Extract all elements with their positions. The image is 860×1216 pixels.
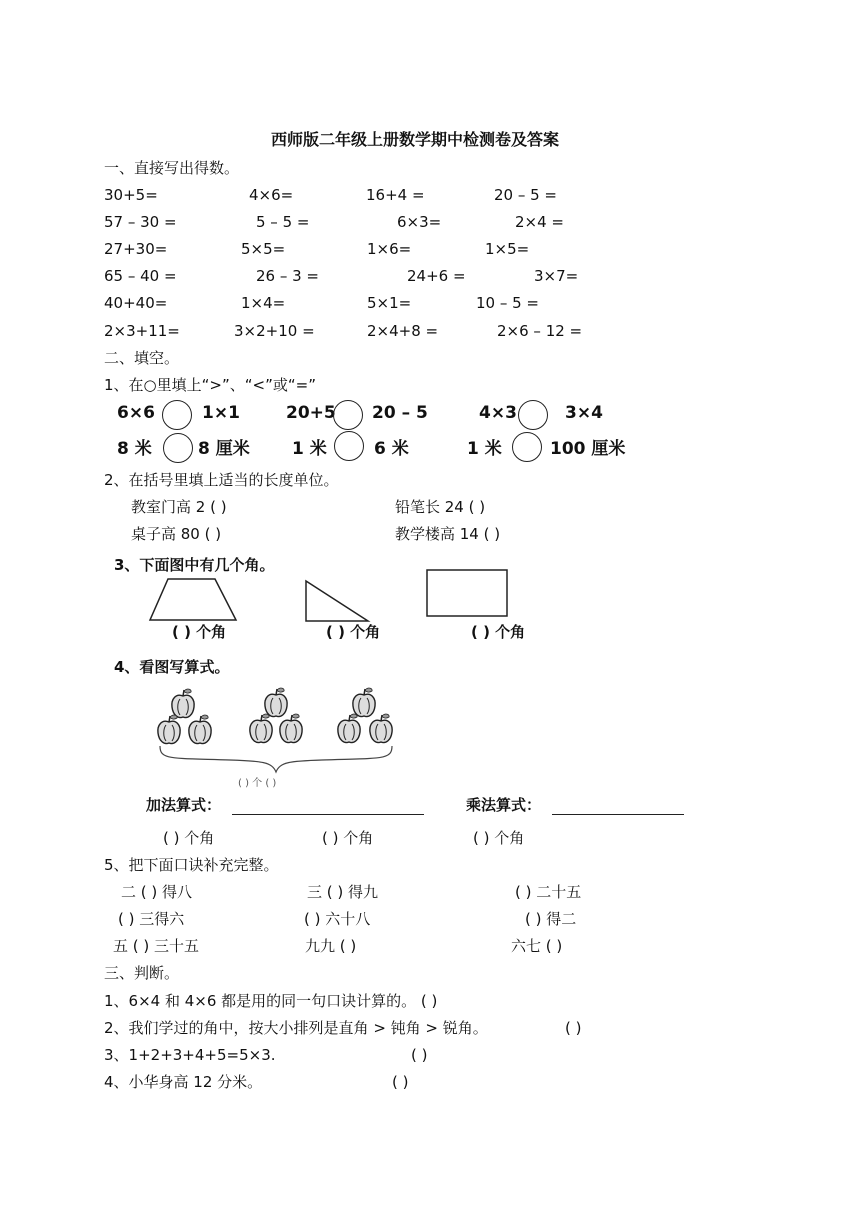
problem: 1×6=: [367, 240, 412, 258]
judgment-item: 4、小华身高 12 分米。: [104, 1073, 263, 1091]
question-1-label: 1、在○里填上“>”、“<”或“=”: [104, 376, 316, 394]
multiplication-rhyme-blank: ( ) 得二: [525, 910, 577, 928]
multiplication-rhyme-blank: 五 ( ) 三十五: [113, 937, 200, 955]
curly-brace: [160, 746, 392, 772]
unit-blank-item: 教学楼高 14 ( ): [395, 525, 501, 543]
compare-left: 4×3: [479, 403, 517, 423]
page-title: 西师版二年级上册数学期中检测卷及答案: [271, 130, 560, 149]
problem: 40+40=: [104, 294, 168, 312]
problem: 5×5=: [241, 240, 286, 258]
rectangle-shape: [427, 570, 507, 616]
angle-count-blank: ( ) 个角: [326, 623, 381, 641]
trapezoid-shape: [150, 579, 236, 620]
question-3-label: 3、下面图中有几个角。: [114, 556, 275, 574]
judgment-blank: ( ): [392, 1073, 409, 1091]
section-3-heading: 三、判断。: [104, 964, 180, 982]
compare-left: 20+5: [286, 403, 336, 423]
apple-icon: [250, 714, 272, 742]
compare-right: 3×4: [565, 403, 603, 423]
compare-left: 8 米: [117, 439, 152, 459]
problem: 30+5=: [104, 186, 158, 204]
problem: 16+4 =: [366, 186, 425, 204]
problem: 4×6=: [249, 186, 294, 204]
addition-label: 加法算式：: [146, 796, 222, 814]
problem: 5 – 5 =: [256, 213, 310, 231]
judgment-blank: ( ): [565, 1019, 582, 1037]
question-2-label: 2、在括号里填上适当的长度单位。: [104, 471, 339, 489]
angle-count-blank: ( ) 个角: [471, 623, 526, 641]
unit-blank-item: 桌子高 80 ( ): [131, 525, 222, 543]
unit-blank-item: 铅笔长 24 ( ): [395, 498, 486, 516]
compare-right: 1×1: [202, 403, 240, 423]
apple-icon: [370, 714, 392, 742]
shapes-figure: [0, 566, 860, 636]
compare-circle[interactable]: [162, 400, 192, 430]
angle-count-blank: ( ) 个角: [473, 829, 525, 847]
compare-left: 1 米: [292, 439, 327, 459]
problem: 2×4 =: [515, 213, 564, 231]
problem: 2×4+8 =: [367, 322, 439, 340]
compare-circle[interactable]: [512, 432, 542, 462]
angle-count-blank: ( ) 个角: [163, 829, 215, 847]
apple-icon: [338, 714, 360, 742]
apples-figure: [0, 680, 860, 780]
compare-circle[interactable]: [518, 400, 548, 430]
multiplication-rhyme-blank: 九九 ( ): [305, 937, 357, 955]
problem: 1×4=: [241, 294, 286, 312]
apple-icon: [353, 688, 375, 716]
compare-circle[interactable]: [163, 433, 193, 463]
apple-icon: [189, 715, 211, 743]
problem: 3×2+10 =: [234, 322, 315, 340]
compare-left: 1 米: [467, 439, 502, 459]
compare-right: 20 – 5: [372, 403, 428, 423]
problem: 2×6 – 12 =: [497, 322, 583, 340]
angle-count-blank: ( ) 个角: [172, 623, 227, 641]
problem: 20 – 5 =: [494, 186, 558, 204]
compare-circle[interactable]: [334, 431, 364, 461]
apple-icon: [265, 688, 287, 716]
compare-right: 100 厘米: [550, 439, 626, 459]
apple-icon: [172, 689, 194, 717]
judgment-item: 2、我们学过的角中，按大小排列是直角 > 钝角 > 锐角。: [104, 1019, 488, 1037]
problem: 24+6 =: [407, 267, 466, 285]
problem: 2×3+11=: [104, 322, 180, 340]
problem: 6×3=: [397, 213, 442, 231]
brace-label: ( ) 个 ( ): [238, 778, 277, 789]
multiplication-rhyme-blank: 六七 ( ): [511, 937, 563, 955]
apple-icon: [158, 715, 180, 743]
compare-circle[interactable]: [333, 400, 363, 430]
addition-answer-line[interactable]: [232, 814, 424, 815]
compare-right: 6 米: [374, 439, 409, 459]
multiplication-rhyme-blank: 三 ( ) 得九: [307, 883, 379, 901]
compare-right: 8 厘米: [198, 439, 250, 459]
multiplication-rhyme-blank: ( ) 三得六: [118, 910, 185, 928]
angle-count-blank: ( ) 个角: [322, 829, 374, 847]
question-4-label: 4、看图写算式。: [114, 658, 230, 676]
multiplication-rhyme-blank: ( ) 二十五: [515, 883, 582, 901]
judgment-item: 3、1+2+3+4+5=5×3.: [104, 1046, 276, 1064]
section-2-heading: 二、填空。: [104, 349, 180, 367]
question-5-label: 5、把下面口诀补充完整。: [104, 856, 279, 874]
triangle-shape: [306, 581, 368, 621]
apple-icon: [280, 714, 302, 742]
problem: 5×1=: [367, 294, 412, 312]
multiplication-rhyme-blank: ( ) 六十八: [304, 910, 371, 928]
multiplication-label: 乘法算式：: [466, 796, 542, 814]
judgment-blank: ( ): [411, 1046, 428, 1064]
problem: 10 – 5 =: [476, 294, 540, 312]
unit-blank-item: 教室门高 2 ( ): [131, 498, 227, 516]
problem: 27+30=: [104, 240, 168, 258]
section-1-heading: 一、直接写出得数。: [104, 159, 240, 177]
multiplication-answer-line[interactable]: [552, 814, 684, 815]
compare-left: 6×6: [117, 403, 155, 423]
judgment-item: 1、6×4 和 4×6 都是用的同一句口诀计算的。 ( ): [104, 992, 438, 1010]
problem: 3×7=: [534, 267, 579, 285]
problem: 26 – 3 =: [256, 267, 320, 285]
problem: 65 – 40 =: [104, 267, 177, 285]
problem: 57 – 30 =: [104, 213, 177, 231]
multiplication-rhyme-blank: 二 ( ) 得八: [121, 883, 193, 901]
problem: 1×5=: [485, 240, 530, 258]
